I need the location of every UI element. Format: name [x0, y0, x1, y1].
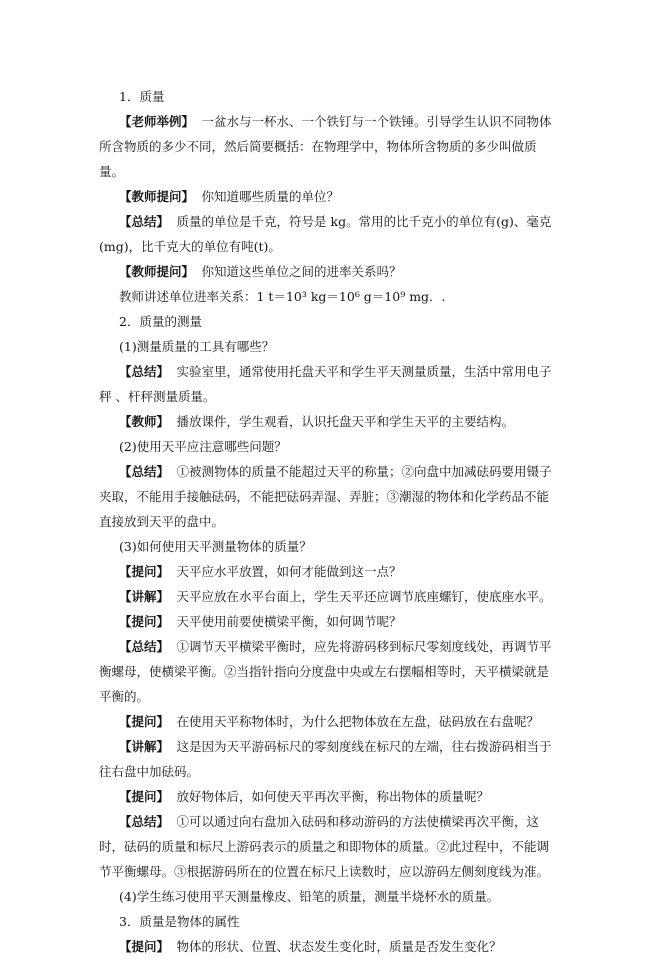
paragraph-text: 天平应水平放置，如何才能做到这一点？: [176, 564, 402, 579]
paragraph-text: 物体的形状、位置、状态发生变化时，质量是否发生变化？: [176, 939, 502, 954]
paragraph: [99, 209, 561, 259]
paragraph-tag: 【总结】: [119, 214, 170, 229]
paragraph-text: 天平应放在水平台面上，学生天平还应调节底座螺钉，使底座水平。: [176, 589, 552, 604]
paragraph: [99, 709, 561, 734]
paragraph-tag: 【教师】: [119, 414, 170, 429]
paragraph: [99, 459, 561, 534]
paragraph-text: 这是因为天平游码标尺的零刻度线在标尺的左端，往右拨游码相当于往右盘中加砝码。: [99, 739, 552, 779]
paragraph-tag: 【提问】: [119, 939, 170, 954]
paragraph-text: ①调节天平横梁平衡时，应先将游码移到标尺零刻度线处，再调节平衡螺母，使横梁平衡。②当指针指向分度盘中央或左右摆幅相等时，天平横梁就是平衡的。: [99, 639, 552, 704]
paragraph-tag: 【提问】: [119, 789, 170, 804]
heading-measurement: [99, 309, 561, 334]
paragraph-text: 你知道哪些质量的单位？: [201, 189, 340, 204]
subheading: [99, 884, 561, 909]
paragraph: [99, 184, 561, 209]
paragraph-tag: 【总结】: [119, 364, 170, 379]
paragraph-text: ①被测物体的质量不能超过天平的称量；②向盘中加减砝码要用镊子夹取，不能用手接触砝码，不能把砝码弄湿、弄脏；③潮湿的物体和化学药品不能直接放到天平的盘中。: [99, 464, 552, 529]
paragraph-text: 质量的单位是千克，符号是 kg。常用的比千克小的单位有(g)、毫克(mg)，比千克大的单位有吨(t)。: [99, 214, 552, 254]
paragraph: [99, 559, 561, 584]
heading-property: [99, 909, 561, 934]
paragraph-tag: 【教师提问】: [119, 264, 195, 279]
paragraph-text: 实验室里，通常使用托盘天平和学生平天测量质量，生活中常用电子秤 、杆秤测量质量。: [99, 364, 552, 404]
paragraph-text: 3．质量是物体的属性: [119, 914, 240, 929]
paragraph: [99, 809, 561, 884]
paragraph: [99, 634, 561, 709]
paragraph-text: 1．质量: [119, 89, 165, 104]
paragraph-text: 2．质量的测量: [119, 314, 202, 329]
paragraph: [99, 784, 561, 809]
paragraph: [99, 734, 561, 784]
paragraph-tag: 【提问】: [119, 714, 170, 729]
paragraph-text: (3)如何使用天平测量物体的质量？: [119, 539, 312, 554]
paragraph-tag: 【总结】: [119, 464, 170, 479]
heading-mass: [99, 84, 561, 109]
paragraph-text: (4)学生练习使用平天测量橡皮、铅笔的质量，测量半烧杯水的质量。: [119, 889, 500, 904]
paragraph: [99, 409, 561, 434]
paragraph-text: (1)测量质量的工具有哪些？: [119, 339, 275, 354]
paragraph-tag: 【教师提问】: [119, 189, 195, 204]
paragraph-text: ①可以通过向右盘加入砝码和移动游码的方法使横梁再次平衡，这时，砝码的质量和标尺上游码表示的质量之和即物体的质量。②此过程中，不能调节平衡螺母。③根据游码所在的位置在标尺上读数时，应以游码左侧刻度线为准。: [99, 814, 550, 879]
paragraph: [99, 109, 561, 184]
unit-conversion: [99, 284, 561, 309]
paragraph-tag: 【总结】: [119, 639, 170, 654]
paragraph: [99, 259, 561, 284]
paragraph: [99, 584, 561, 609]
paragraph-text: 放好物体后，如何使天平再次平衡，称出物体的质量呢？: [176, 789, 490, 804]
paragraph-text: 一盆水与一杯水、一个铁钉与一个铁锤。引导学生认识不同物体所含物质的多少不同，然后简要概括：在物理学中，物体所含物质的多少叫做质量。: [99, 114, 552, 179]
paragraph-tag: 【讲解】: [119, 739, 170, 754]
paragraph: [99, 609, 561, 634]
paragraph-text: 在使用天平称物体时，为什么把物体放在左盘，砝码放在右盘呢？: [176, 714, 540, 729]
document-body: [99, 84, 561, 959]
paragraph-tag: 【提问】: [119, 564, 170, 579]
paragraph-text: 天平使用前要使横梁平衡，如何调节呢？: [176, 614, 402, 629]
paragraph-tag: 【讲解】: [119, 589, 170, 604]
paragraph: [99, 359, 561, 409]
subheading: [99, 334, 561, 359]
subheading: [99, 534, 561, 559]
subheading: [99, 434, 561, 459]
paragraph-tag: 【提问】: [119, 614, 170, 629]
paragraph: [99, 934, 561, 959]
paragraph-text: 教师讲述单位进率关系：1 t＝10³ kg＝10⁶ g＝10⁹ mg．.: [119, 289, 446, 304]
paragraph-tag: 【总结】: [119, 814, 170, 829]
paragraph-text: 你知道这些单位之间的进率关系吗？: [201, 264, 402, 279]
paragraph-text: (2)使用天平应注意哪些问题？: [119, 439, 287, 454]
paragraph-tag: 【老师举例】: [119, 114, 195, 129]
paragraph-text: 播放课件，学生观看，认识托盘天平和学生天平的主要结构。: [176, 414, 515, 429]
